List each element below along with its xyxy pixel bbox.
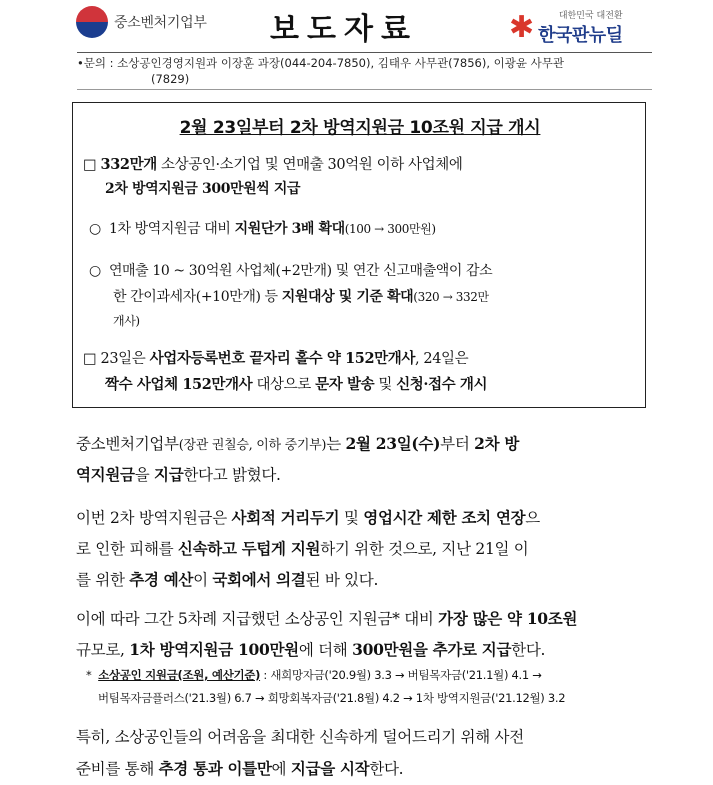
footnote-line-1: * 소상공인 지원금(조원, 예산기준) : 새희망자금('20.9월) 3.3 → 버팀목자금('21.1월) 4.1 → [86,668,542,682]
ministry-name: 중소벤처기업부 [114,15,207,31]
summary-sub-2-line-1: ○ 연매출 10 ~ 30억원 사업체(+2만개) 및 연간 신고매출액이 감소 [89,263,493,279]
new-deal-name: 한국판뉴딜 [538,25,623,46]
headline: 2월 23일부터 2차 방역지원금 10조원 지급 개시 [179,118,541,138]
korean-new-deal-logo [509,8,623,47]
summary-sub-1: ○ 1차 방역지원금 대비 지원단가 3배 확대(100 → 300만원) [89,221,436,237]
paragraph-2-line-2: 로 인한 피해를 신속하고 두텁게 지원하기 위한 것으로, 지난 21일 이 [76,539,529,558]
ministry-logo [76,6,207,38]
paragraph-2-line-3: 를 위한 추경 예산이 국회에서 의결된 바 있다. [76,570,379,589]
paragraph-3-line-1: 이에 따라 그간 5차례 지급했던 소상공인 지원금* 대비 가장 많은 약 10조원 [76,609,578,628]
paragraph-4-line-1: 특히, 소상공인들의 어려움을 최대한 신속하게 덜어드리기 위해 사전 [76,728,524,746]
summary-item-1-line-2: 2차 방역지원금 300만원씩 지급 [105,181,301,197]
contact-info [77,52,652,90]
contact-line-2: (7829) [151,72,190,86]
paragraph-3-line-2: 규모로, 1차 방역지원금 100만원에 더해 300만원을 추가로 지급한다. [76,640,546,659]
sparkle-icon: ✱ [509,9,535,45]
press-release-title: 보도자료 [270,12,418,47]
summary-item-2-line-1: □ 23일은 사업자등록번호 끝자리 홀수 약 152만개사, 24일은 [83,350,469,367]
summary-sub-2-line-2: 한 간이과세자(+10만개) 등 지원대상 및 기준 확대(320 → 332만 [113,289,489,305]
summary-item-1-line-1: □ 332만개 소상공인·소기업 및 연매출 30억원 이하 사업체에 [83,156,463,173]
footnote-line-2: 버팀목자금플러스('21.3월) 6.7 → 희망회복자금('21.8월) 4.2 → 1차 방역지원금('21.12월) 3.2 [98,691,566,705]
paragraph-2-line-1: 이번 2차 방역지원금은 사회적 거리두기 및 영업시간 제한 조치 연장으 [76,508,540,527]
paragraph-1-line-1: 중소벤처기업부(장관 권칠승, 이하 중기부)는 2월 23일(수)부터 2차 방 [76,434,520,453]
press-header [0,0,713,48]
summary-sub-2-line-3: 개사) [113,314,140,328]
taegeuk-emblem-icon [76,6,108,38]
contact-line-1: •문의 : 소상공인경영지원과 이장훈 과장(044-204-7850), 김태우 사무관(7856), 이광윤 사무관 [77,56,564,70]
new-deal-subtitle: 대한민국 대전환 [558,11,623,21]
summary-item-2-line-2: 짝수 사업체 152만개사 대상으로 문자 발송 및 신청·접수 개시 [105,376,488,393]
paragraph-1-line-2: 역지원금을 지급한다고 밝혔다. [76,465,281,484]
summary-box [72,102,646,408]
paragraph-4-line-2: 준비를 통해 추경 통과 이틀만에 지급을 시작한다. [76,759,404,778]
